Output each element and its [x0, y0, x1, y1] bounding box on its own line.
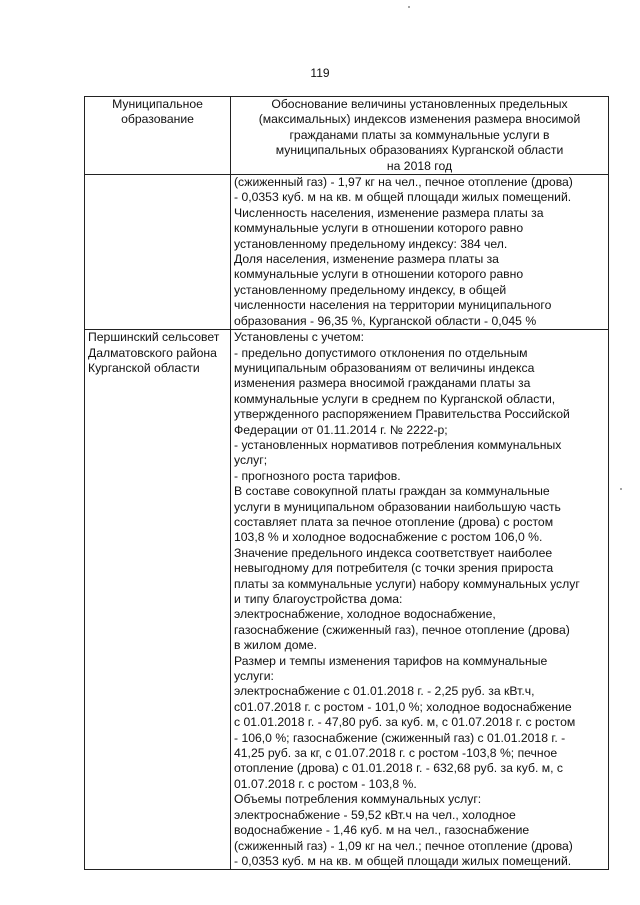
- text-line: коммунальные услуги в среднем по Курганской области,: [234, 391, 556, 406]
- text-line: электроснабжение, холодное водоснабжение,: [234, 607, 496, 622]
- text-line: Федерации от 01.11.2014 г. № 2222-р;: [234, 422, 448, 437]
- text-line: утвержденного распоряжением Правительства Российской: [234, 407, 570, 422]
- text-line: платы за коммунальные услуги) набору коммунальных услуг: [234, 576, 580, 591]
- text-line: невыгодному для потребителя (с точки зрения прироста: [234, 561, 554, 576]
- text-line: (максимальных) индексов изменения размера вносимой: [258, 112, 581, 127]
- justification-table: [84, 96, 609, 870]
- text-line: (сжиженный газ) - 1,09 кг на чел.; печное отопление (дрова): [234, 838, 573, 853]
- text-line: Численность населения, изменение размера платы за: [234, 205, 544, 220]
- text-line: (сжиженный газ) - 1,97 кг на чел., печное отопление (дрова): [234, 175, 573, 190]
- municipality-cell: [85, 175, 231, 330]
- text-line: Доля населения, изменение размера платы за: [234, 252, 499, 267]
- text-line: 41,25 руб. за кг, с 01.07.2018 г. с ростом -103,8 %; печное: [234, 746, 558, 761]
- scan-speck: [408, 6, 410, 8]
- text-line: на 2018 год: [386, 158, 453, 173]
- text-line: коммунальные услуги в отношении которого равно: [234, 221, 524, 236]
- text-line: муниципальных образованиях Курганской области: [275, 143, 564, 158]
- text-line: 103,8 % и холодное водоснабжение с ростом 106,0 %.: [234, 530, 543, 545]
- text-line: Першинский сельсовет: [88, 330, 220, 345]
- header-justification: [231, 97, 609, 175]
- text-line: установленному предельному индексу: 384 чел.: [234, 236, 508, 251]
- text-line: образования - 96,35 %, Курганской области - 0,045 %: [234, 313, 537, 328]
- page-number: 119: [310, 66, 330, 80]
- text-line: услуги в муниципальном образовании наибольшую часть: [234, 499, 561, 514]
- text-line: коммунальные услуги в отношении которого равно: [234, 267, 524, 282]
- text-line: Размер и темпы изменения тарифов на коммунальные: [234, 653, 548, 668]
- justification-cell: [231, 175, 609, 330]
- text-line: составляет плата за печное отопление (дрова) с ростом: [234, 514, 554, 529]
- text-line: отопление (дрова) с 01.01.2018 г. - 632,68 руб. за куб. м, с: [234, 761, 563, 776]
- text-line: образование: [121, 112, 194, 127]
- text-line: В составе совокупной платы граждан за коммунальные: [234, 484, 550, 499]
- text-line: услуг;: [234, 453, 268, 468]
- justification-cell: [231, 330, 609, 870]
- text-line: с 01.01.2018 г. - 47,80 руб. за куб. м, с 01.07.2018 г. с ростом: [234, 715, 576, 730]
- text-line: изменения размера вносимой гражданами платы за: [234, 376, 531, 391]
- scan-speck: [620, 488, 622, 490]
- text-line: Курганской области: [88, 360, 200, 375]
- text-line: Объемы потребления коммунальных услуг:: [234, 792, 482, 807]
- text-line: Муниципальное: [112, 97, 203, 111]
- text-line: - установленных нормативов потребления коммунальных: [234, 437, 562, 452]
- municipality-cell: [85, 330, 231, 870]
- text-line: 01.07.2018 г. с ростом - 103,8 %.: [234, 776, 417, 791]
- text-line: численности населения на территории муниципального: [234, 298, 552, 313]
- text-line: муниципальным образованиям от величины индекса: [234, 360, 535, 375]
- text-line: - предельно допустимого отклонения по отдельным: [234, 345, 528, 360]
- text-line: гражданами платы за коммунальные услуги в: [289, 127, 550, 142]
- text-line: газоснабжение (сжиженный газ), печное отопление (дрова): [234, 622, 570, 637]
- text-line: - 106,0 %; газоснабжение (сжиженный газ) с 01.01.2018 г. -: [234, 730, 566, 745]
- text-line: услуги:: [234, 669, 274, 684]
- text-line: водоснабжение - 1,46 куб. м на чел., газоснабжение: [234, 823, 530, 838]
- text-line: с01.07.2018 г. с ростом - 101,0 %; холодное водоснабжение: [234, 699, 572, 714]
- table-row: [85, 330, 609, 870]
- table-header-row: [85, 97, 609, 175]
- text-line: электроснабжение - 59,52 кВт.ч на чел., холодное: [234, 807, 516, 822]
- text-line: в жилом доме.: [234, 638, 318, 653]
- text-line: установленному предельному индексу, в общей: [234, 282, 507, 297]
- text-line: и типу благоустройства дома:: [234, 592, 403, 606]
- text-line: электроснабжение с 01.01.2018 г. - 2,25 руб. за кВт.ч,: [234, 684, 535, 699]
- header-municipality: [85, 97, 231, 175]
- text-line: Далматовского района: [88, 345, 217, 360]
- text-line: - прогнозного роста тарифов.: [234, 468, 401, 483]
- text-line: - 0,0353 куб. м на кв. м общей площади жилых помещений.: [234, 190, 572, 205]
- text-line: Значение предельного индекса соответствует наиболее: [234, 545, 553, 560]
- text-line: Установлены с учетом:: [234, 330, 364, 345]
- text-line: - 0,0353 куб. м на кв. м общей площади жилых помещений.: [234, 853, 572, 868]
- text-line: Обоснование величины установленных предельных: [271, 97, 568, 111]
- table-row: [85, 175, 609, 330]
